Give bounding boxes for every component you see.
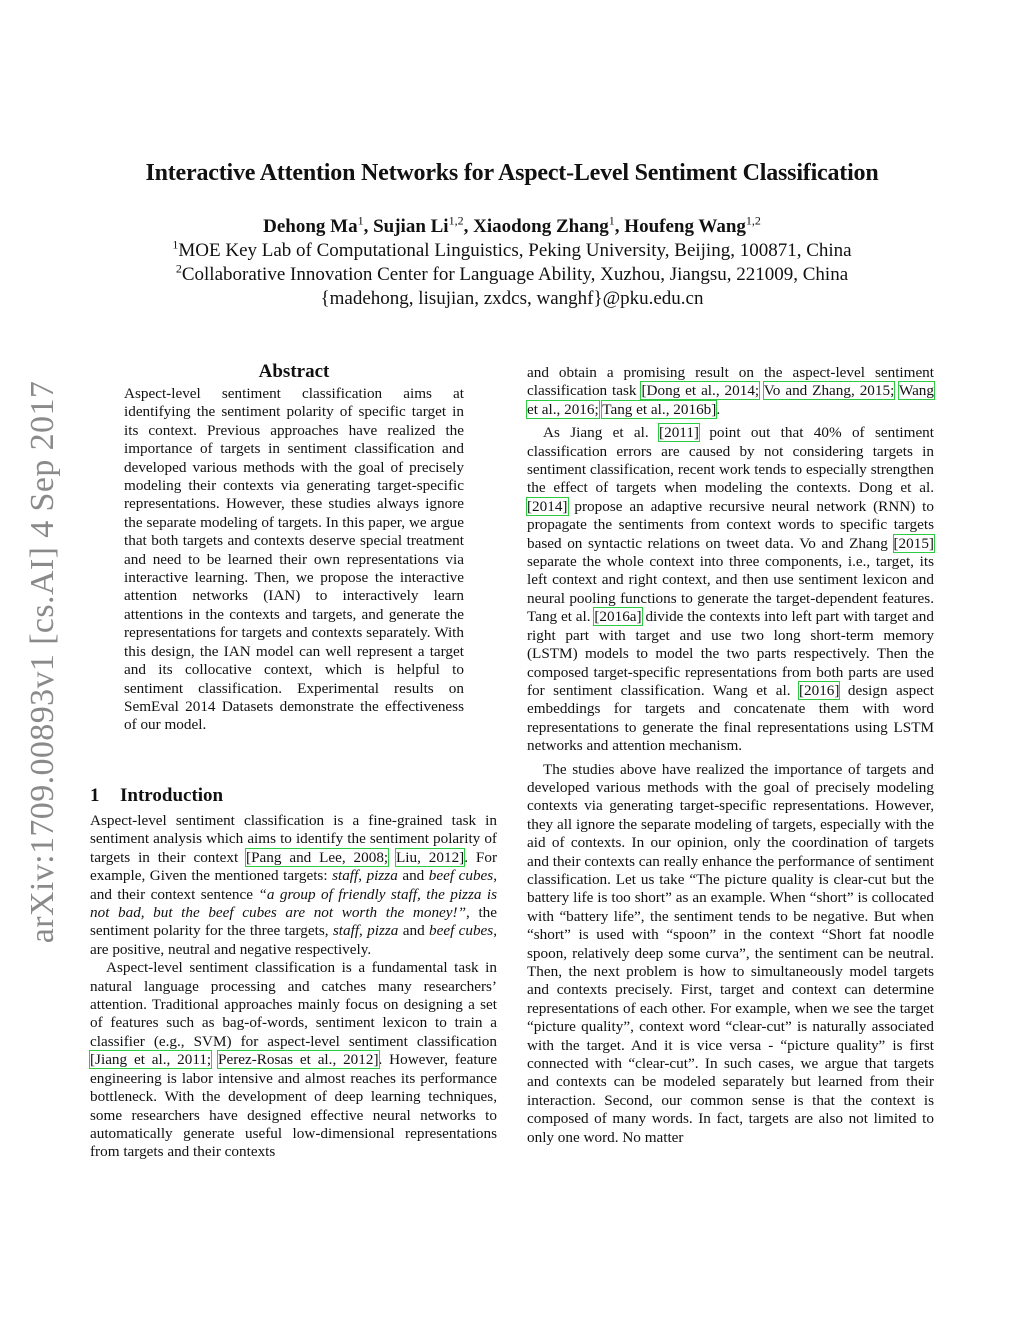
citation-link[interactable]: Liu, 2012]	[396, 848, 465, 866]
citation-link[interactable]: [2016]	[798, 681, 840, 699]
intro-paragraph-5: The studies above have realized the importance of targets and developed various methods with the goal of precisely modeling contexts via generating target-specific representations. However, they all ignore the separate modeling of targets, especially with the aid of contexts. In our opinion, only the coordination of targets and their contexts can really enhance the performance of sentiment classification. Let us take “The picture quality is clear-cut but the battery life is too short” as an example. When “short” is collocated with “battery life”, the sentiment tends to be negative. But when “short” is used with “spoon” in the context “Short fat noodle spoon, relatively deep some curva”, the sentiment can be neutral. Then, the next problem is how to simultaneously model targets and contexts precisely. First, target and context can determine representations of each other. For example, when we see the target “picture quality”, context word “clear-cut” is naturally associated with the target. And it is vice versa - “picture quality” is first connected with “clear-cut”. In such cases, we argue that targets and contexts can be modeled separately but learned from their interaction. Second, our common sense is that the context is composed of many words. In fact, targets are also not limited to only one word. No matter	[527, 760, 934, 1146]
text-run: , the sentiment polarity for the three targets,	[90, 904, 497, 940]
text-run: . For example, Given the mentioned targets:	[90, 848, 497, 885]
paper-title: Interactive Attention Networks for Aspect-Level Sentiment Classification	[145, 160, 879, 186]
citation-link[interactable]: Perez-Rosas et al., 2012]	[218, 1051, 379, 1069]
text-run: and obtain a promising result on the aspect-level sentiment classification task	[527, 364, 934, 400]
author-affil-mark: 1,2	[448, 213, 464, 228]
author-affil-mark: 1	[608, 213, 615, 228]
affiliation-2	[0, 261, 1024, 286]
text-run: , are positive, neutral and negative respectively.	[90, 922, 497, 958]
citation-link[interactable]: [2014]	[527, 497, 568, 515]
intro-paragraph-4	[527, 424, 934, 755]
text-run: . However, feature engineering is labor intensive and almost reaches its performance bottleneck. With the development of deep learning techniques, some researchers have designed effective neural networks to automatically generate useful low-dimensional representations from targets and their contexts	[90, 1051, 497, 1161]
author-emails: {madehong, lisujian, zxdcs, wanghf}@pku.edu.cn	[320, 288, 704, 309]
text-run: , and their context sentence	[90, 867, 497, 903]
citation-link[interactable]: [2016a]	[594, 608, 642, 626]
citation-link[interactable]: Wang et al., 2016;	[527, 382, 934, 418]
affil-mark: 2	[175, 261, 182, 276]
author-name: Sujian Li	[373, 216, 449, 237]
affil-text: MOE Key Lab of Computational Linguistics, Peking University, Beijing, 100871, China	[178, 240, 852, 261]
target-term: staff	[332, 867, 359, 885]
affil-text: Collaborative Innovation Center for Language Ability, Xuzhou, Jiangsu, 221009, China	[181, 264, 849, 285]
citation-link[interactable]: Vo and Zhang, 2015;	[763, 382, 895, 400]
text-run: Aspect-level sentiment classification is a fine-grained task in sentiment analysis which aims to identify the sentiment polarity of targets in their context	[90, 812, 497, 866]
text-run: divide the contexts into left part with target and right part with target and use two long short-term memory (LSTM) models to model the two parts respectively. Then the composed target-specific representations from both parts are used for sentiment classification. Wang et al.	[527, 608, 934, 699]
text-run: As Jiang et al.	[543, 424, 660, 442]
left-column	[90, 812, 497, 1162]
target-term: beef cubes	[429, 922, 494, 940]
intro-paragraph-3	[527, 364, 934, 419]
arxiv-identifier: arXiv:1709.00893v1 [cs.AI] 4 Sep 2017	[24, 380, 61, 944]
intro-paragraph-2	[90, 959, 497, 1161]
citation-link[interactable]: Tang et al., 2016b]	[602, 400, 717, 418]
citation-link[interactable]: [2011]	[659, 424, 699, 442]
section-heading	[90, 785, 223, 807]
author-name: Houfeng Wang	[624, 216, 746, 237]
right-column	[527, 364, 934, 1147]
author-affil-mark: 1	[357, 213, 364, 228]
text-run: and	[397, 867, 429, 885]
example-sentence: “a group of friendly staff, the pizza is not bad, but the beef cubes are not worth the money!”	[90, 885, 497, 922]
target-term: pizza	[367, 922, 399, 940]
section-number: 1	[90, 785, 100, 806]
affiliation-1	[0, 237, 1024, 262]
text-run: and	[398, 922, 429, 940]
text-run: point out that 40% of sentiment classification errors are caused by not considering targets in sentiment classification, recent work tends to especially strengthen the effect of targets when modeling the contexts. Dong et al.	[527, 424, 934, 497]
arxiv-sidebar	[22, 372, 64, 952]
text-run: separate the whole context into three components, i.e., target, its left context and right context, and then use sentiment lexicon and neural pooling functions to generate the target-dependent features. Tang et al.	[527, 553, 934, 626]
text-run: Aspect-level sentiment classification is a fundamental task in natural language processing and catches many researchers’ attention. Traditional approaches mainly focus on designing a set of features such as bag-of-words, sentiment lexicon to train a classifier (e.g., SVM) for aspect-level sentiment classification	[90, 959, 497, 1050]
citation-link[interactable]: [2015]	[893, 534, 934, 552]
intro-paragraph-1	[90, 812, 497, 959]
abstract-text: Aspect-level sentiment classification aims at identifying the sentiment polarity of specific target in its context. Previous approaches have realized the importance of targets in sentiment classification and developed various methods with the goal of precisely modeling their contexts via generating target-specific representations. However, these studies always ignore the separate modeling of targets. In this paper, we argue that both targets and contexts deserve special treatment and need to be learned their own representations via interactive learning. Then, we propose the interactive attention networks (IAN) to interactively learn attentions in the contexts and targets, and generate the representations for targets and contexts separately. With this design, the IAN model can well represent a target and its collocative context, which is helpful to sentiment classification. Experimental results on SemEval 2014 Datasets demonstrate the effectiveness of our model.	[124, 385, 464, 734]
text-run: propose an adaptive recursive neural network (RNN) to propagate the sentiments from context words to specific targets based on syntactic relations on tweet data. Vo and Zhang	[527, 497, 934, 552]
target-term: staff	[332, 922, 360, 940]
citation-link[interactable]: [Jiang et al., 2011;	[90, 1051, 212, 1069]
section-title: Introduction	[120, 785, 224, 806]
affil-mark: 1	[172, 237, 179, 252]
citation-link[interactable]: [Pang and Lee, 2008;	[246, 848, 389, 866]
text-run: design aspect embeddings for targets and concatenate them with word representations to generate the final representations using LSTM networks and attention mechanism.	[527, 681, 934, 755]
abstract-heading: Abstract	[258, 361, 330, 382]
author-list: Dehong Ma$^1$, Sujian Li$^{1,2}$, Xiaodong Zhang$^1$, Houfeng Wang$^{1,2}$	[263, 213, 761, 237]
citation-link[interactable]: [Dong et al., 2014;	[641, 382, 760, 400]
target-term: beef cubes	[428, 867, 494, 885]
text-run: ,	[359, 922, 368, 940]
author-name: Xiaodong Zhang	[473, 216, 609, 237]
author-name: Dehong Ma	[263, 216, 358, 237]
text-run: ,	[358, 867, 367, 885]
target-term: pizza	[366, 867, 398, 885]
author-affil-mark: 1,2	[745, 213, 761, 228]
text-run: .	[716, 400, 721, 418]
